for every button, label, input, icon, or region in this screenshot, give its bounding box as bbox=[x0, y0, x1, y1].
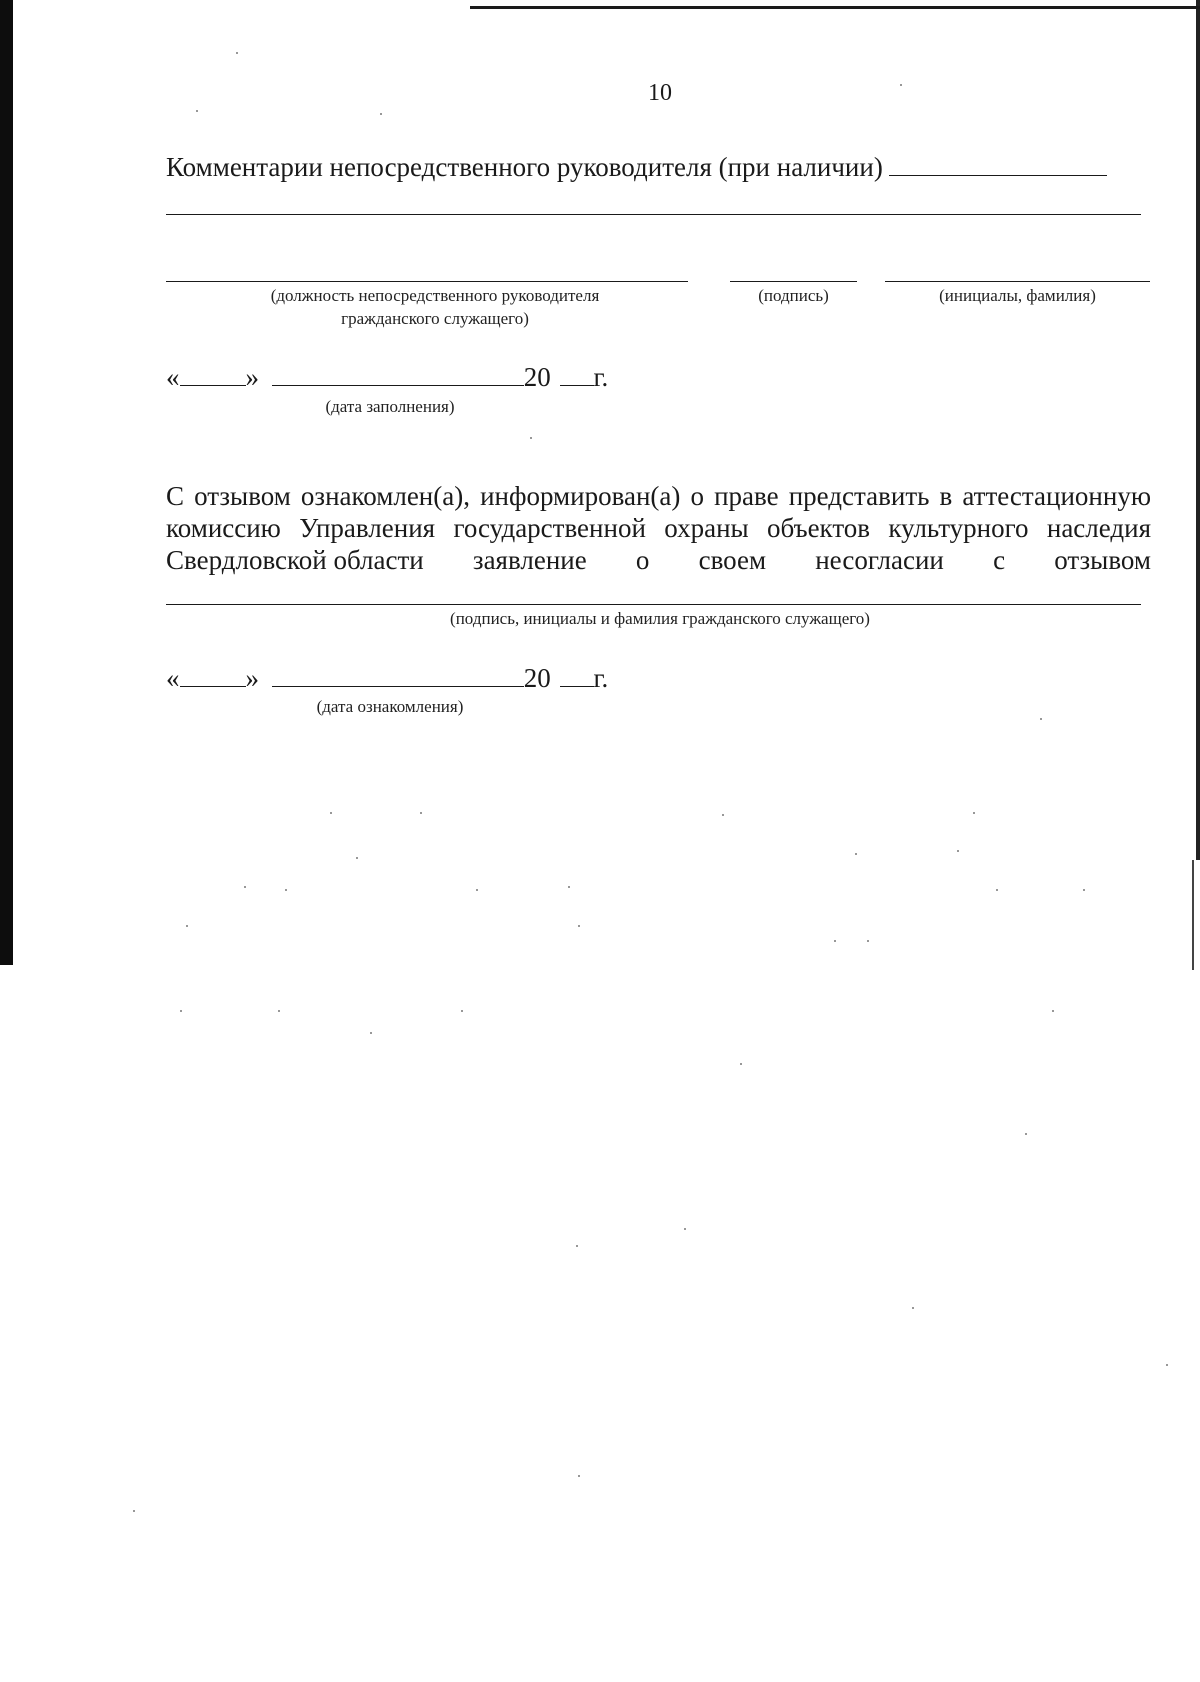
signature-caption: (подпись) bbox=[758, 286, 829, 305]
supervisor-comment-second-line bbox=[166, 214, 1141, 215]
page-number: 10 bbox=[648, 80, 672, 106]
ack-date-caption: (дата ознакомления) bbox=[316, 697, 464, 716]
notice-line3-word: о bbox=[635, 545, 650, 575]
notice-line2: комиссию Управления государственной охраны объектов культурного наследия bbox=[166, 513, 1151, 543]
name-line bbox=[885, 281, 1150, 282]
ack-date-year-blank bbox=[560, 666, 594, 687]
fill-date-open-quote: « bbox=[166, 362, 180, 392]
ack-date-open-quote: « bbox=[166, 663, 180, 693]
scan-edge-left bbox=[0, 0, 13, 965]
supervisor-comment-text: Комментарии непосредственного руководителя (при наличии) bbox=[166, 152, 883, 182]
name-caption: (инициалы, фамилия) bbox=[939, 286, 1096, 305]
notice-line1: С отзывом ознакомлен(а), информирован(а) о праве представить в аттестационную bbox=[166, 481, 1151, 511]
notice-line3-word: с bbox=[993, 545, 1006, 575]
notice-line3-word: Свердловской области bbox=[166, 545, 424, 575]
notice-line3-word: заявление bbox=[472, 545, 587, 575]
fill-date-row bbox=[166, 362, 608, 393]
position-caption-line1: (должность непосредственного руководителя bbox=[270, 286, 600, 305]
acknowledgement-notice bbox=[166, 480, 1151, 576]
fill-date-close-quote: » bbox=[245, 362, 259, 392]
ack-date-year-suffix: г. bbox=[593, 663, 609, 693]
supervisor-comment-fill-line bbox=[889, 153, 1107, 176]
employee-signature-line bbox=[166, 604, 1141, 605]
signature-line bbox=[730, 281, 857, 282]
scan-edge-right bbox=[1196, 0, 1200, 860]
ack-date-close-quote: » bbox=[245, 663, 259, 693]
scan-edge-top bbox=[470, 6, 1200, 9]
fill-date-caption: (дата заполнения) bbox=[325, 397, 455, 416]
ack-date-year-prefix: 20 bbox=[523, 663, 551, 693]
position-line bbox=[166, 281, 688, 282]
position-caption bbox=[200, 284, 670, 330]
notice-line3 bbox=[166, 544, 1151, 576]
notice-line3-word: несогласии bbox=[815, 545, 944, 575]
fill-date-month-blank bbox=[272, 365, 524, 386]
position-caption-line2: гражданского служащего) bbox=[341, 309, 529, 328]
scan-edge-right-lower bbox=[1192, 860, 1194, 970]
ack-date-month-blank bbox=[272, 666, 524, 687]
notice-line3-word: отзывом bbox=[1054, 545, 1151, 575]
employee-signature-caption: (подпись, инициалы и фамилия гражданского служащего) bbox=[450, 609, 870, 628]
ack-date-row bbox=[166, 663, 608, 694]
notice-line3-word: своем bbox=[698, 545, 767, 575]
fill-date-day-blank bbox=[180, 365, 246, 386]
ack-date-day-blank bbox=[180, 666, 246, 687]
fill-date-year-blank bbox=[560, 365, 594, 386]
fill-date-year-prefix: 20 bbox=[523, 362, 551, 392]
fill-date-year-suffix: г. bbox=[593, 362, 609, 392]
supervisor-comment-label bbox=[166, 152, 1141, 183]
